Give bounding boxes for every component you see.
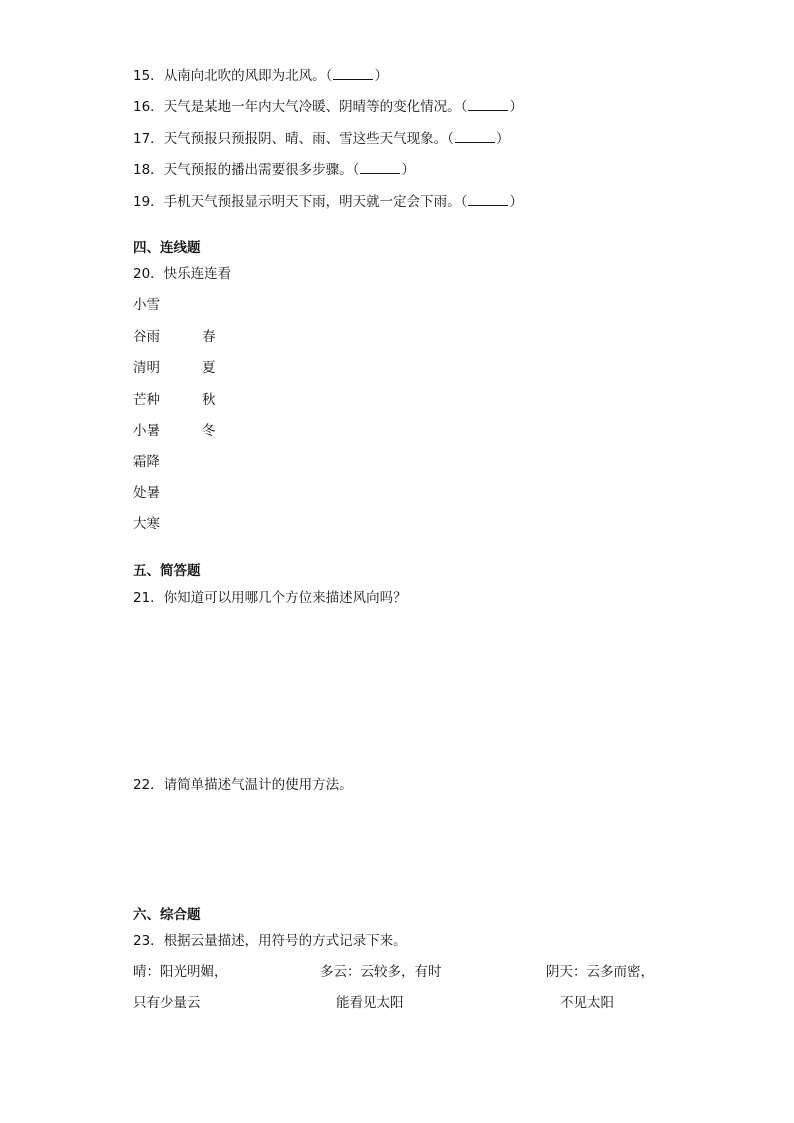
match-right-item[interactable]: 冬 <box>202 423 216 439</box>
question-text: 天气是某地一年内大气冷暖、阴晴等的变化情况。（ <box>163 99 468 115</box>
question-19 <box>133 193 523 211</box>
match-left-item[interactable]: 小暑 <box>133 423 160 439</box>
question-23: 23．根据云量描述，用符号的方式记录下来。 <box>133 933 407 949</box>
answer-blank[interactable] <box>360 161 400 174</box>
close-paren: ） <box>374 68 388 84</box>
match-right-item[interactable]: 春 <box>202 329 216 345</box>
question-text: 天气预报的播出需要很多步骤。（ <box>163 162 360 178</box>
question-15 <box>133 67 388 85</box>
question-text: 手机天气预报显示明天下雨，明天就一定会下雨。（ <box>163 194 468 210</box>
match-right-item[interactable]: 夏 <box>202 360 216 376</box>
question-18 <box>133 161 415 179</box>
match-left-item[interactable]: 大寒 <box>133 516 160 532</box>
question-22: 22．请简单描述气温计的使用方法。 <box>133 777 353 793</box>
match-left-item[interactable]: 芒种 <box>133 392 160 408</box>
answer-blank[interactable] <box>468 193 508 206</box>
question-20: 20．快乐连连看 <box>133 266 232 282</box>
cloud-sunny-desc-2: 只有少量云 <box>133 995 201 1011</box>
question-number: 16． <box>133 99 164 115</box>
question-16 <box>133 98 523 116</box>
section-title-comprehensive: 六、综合题 <box>133 907 201 923</box>
answer-blank[interactable] <box>468 98 508 111</box>
question-text: 天气预报只预报阴、晴、雨、雪这些天气现象。（ <box>163 131 454 147</box>
close-paren: ） <box>509 99 523 115</box>
match-left-item[interactable]: 霜降 <box>133 454 160 470</box>
match-left-item[interactable]: 小雪 <box>133 297 160 313</box>
question-number: 15． <box>133 68 164 84</box>
cloud-overcast-desc: 阴天：云多而密， <box>546 964 654 980</box>
question-text: 从南向北吹的风即为北风。（ <box>163 68 333 84</box>
question-21: 21．你知道可以用哪几个方位来描述风向吗？ <box>133 590 407 606</box>
answer-blank[interactable] <box>333 67 373 80</box>
question-number: 19． <box>133 194 164 210</box>
match-left-item[interactable]: 谷雨 <box>133 329 160 345</box>
close-paren: ） <box>401 162 415 178</box>
cloud-overcast-desc-2: 不见太阳 <box>560 995 614 1011</box>
close-paren: ） <box>509 194 523 210</box>
section-title-short-answer: 五、简答题 <box>133 563 201 579</box>
match-left-item[interactable]: 清明 <box>133 360 160 376</box>
answer-blank[interactable] <box>455 130 495 143</box>
match-right-item[interactable]: 秋 <box>202 392 216 408</box>
close-paren: ） <box>495 131 510 147</box>
cloud-sunny-desc: 晴：阳光明媚， <box>133 964 228 980</box>
question-17 <box>133 130 509 148</box>
section-title-matching: 四、连线题 <box>133 240 201 256</box>
cloud-cloudy-desc: 多云：云较多，有时 <box>320 964 442 980</box>
cloud-cloudy-desc-2: 能看见太阳 <box>336 995 404 1011</box>
match-left-item[interactable]: 处暑 <box>133 485 160 501</box>
question-number: 18． <box>133 162 164 178</box>
question-number: 17． <box>133 131 164 147</box>
